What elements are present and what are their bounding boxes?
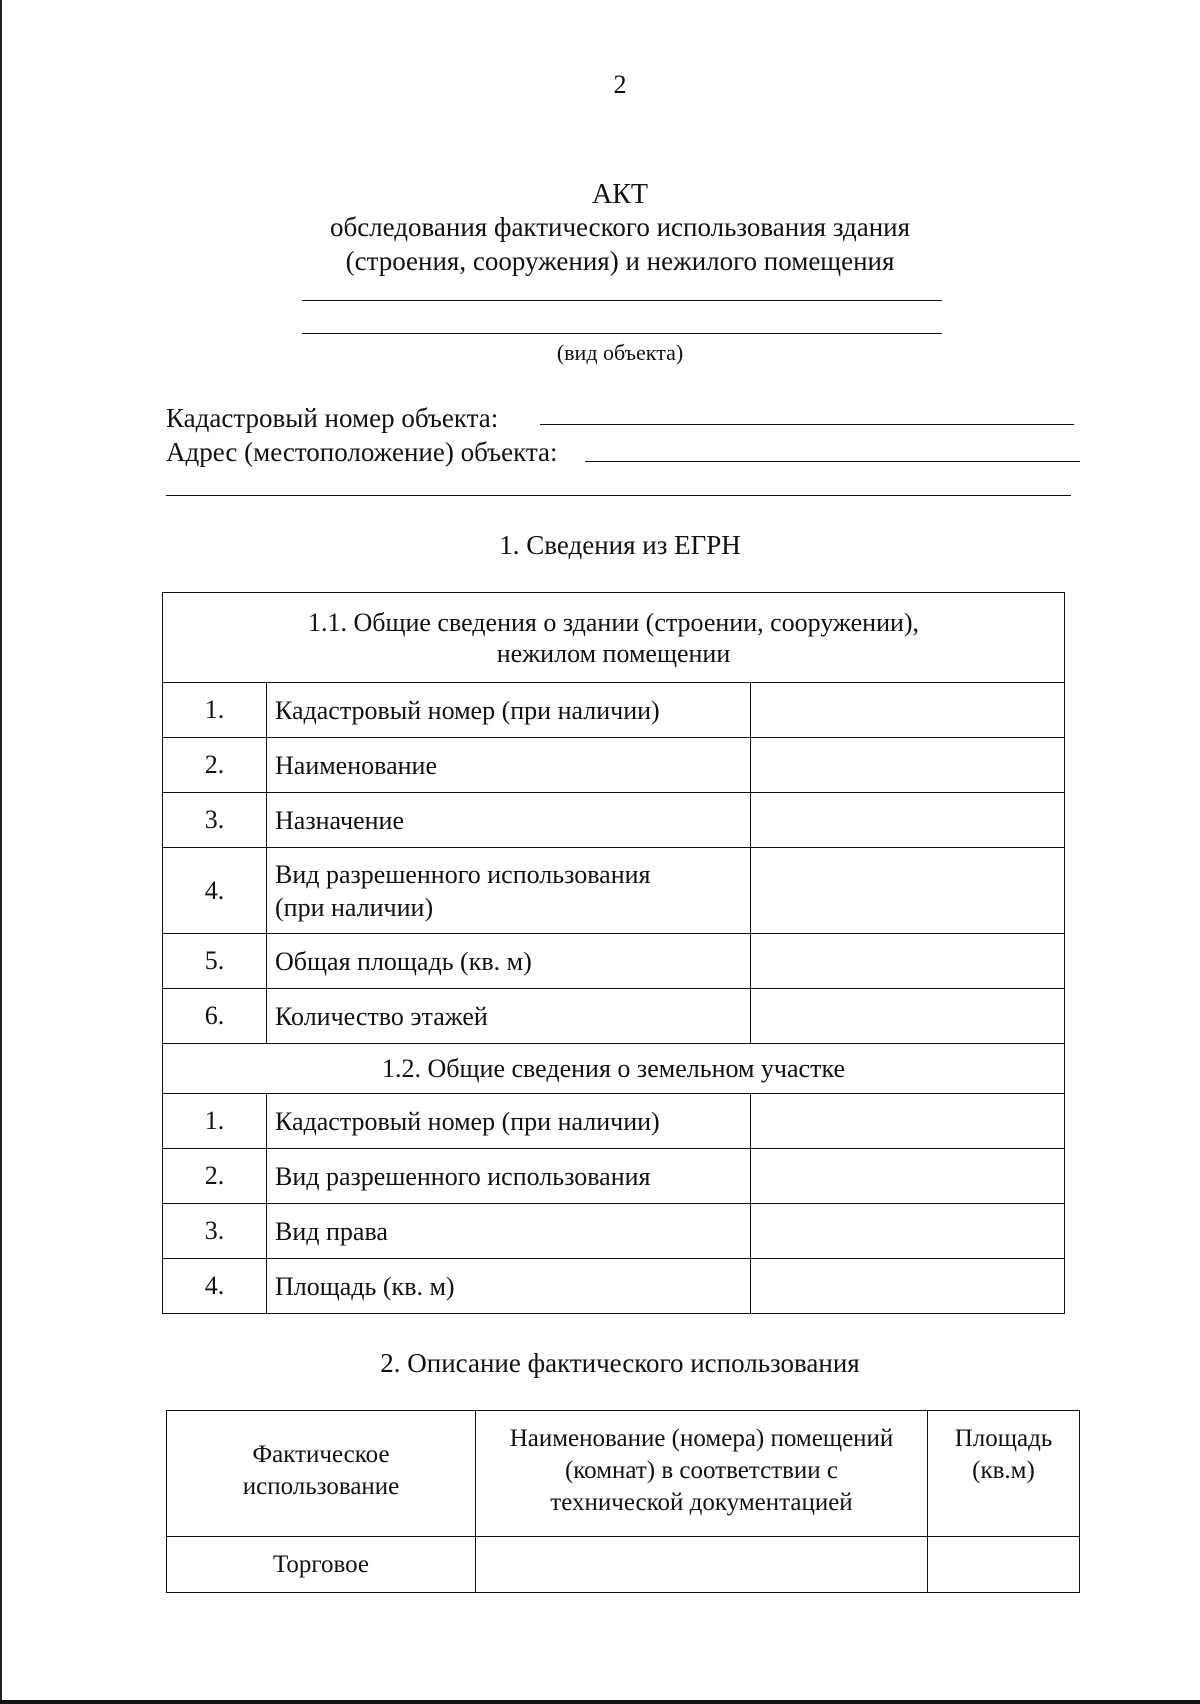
row-number: 2. (163, 1149, 267, 1204)
table-row (163, 738, 1065, 793)
row-number: 4. (163, 848, 267, 934)
row-number: 1. (163, 1094, 267, 1149)
cadastral-number-line[interactable] (540, 424, 1074, 425)
table-row (163, 683, 1065, 738)
row-number: 3. (163, 793, 267, 848)
row-label: Общая площадь (кв. м) (267, 934, 751, 989)
cadastral-number-label: Кадастровый номер объекта: (166, 403, 499, 433)
object-type-line-1[interactable] (302, 300, 942, 301)
value-cell[interactable] (751, 1259, 1065, 1314)
room-names-cell[interactable] (476, 1537, 928, 1593)
building-block-title-line-2: нежилом помещении (496, 638, 731, 668)
actual-use-header-row (167, 1411, 1080, 1537)
page-number: 2 (613, 70, 627, 99)
row-label: Кадастровый номер (при наличии) (267, 1094, 751, 1149)
row-label: Количество этажей (267, 989, 751, 1044)
object-type-line-2[interactable] (302, 333, 942, 334)
row-number: 3. (163, 1204, 267, 1259)
egrn-table (162, 592, 1065, 1314)
building-block-header (163, 593, 1065, 683)
value-cell[interactable] (751, 793, 1065, 848)
table-row (163, 1094, 1065, 1149)
value-cell[interactable] (751, 683, 1065, 738)
header-area (928, 1411, 1080, 1537)
table-row (163, 989, 1065, 1044)
row-label: Назначение (267, 793, 751, 848)
section-1-title: 1. Сведения из ЕГРН (499, 530, 741, 560)
table-row (167, 1537, 1080, 1593)
row-number: 1. (163, 683, 267, 738)
object-type-caption: (вид объекта) (556, 340, 684, 365)
row-label (267, 848, 751, 934)
header-area-line-1: Площадь (954, 1425, 1053, 1452)
document-subtitle (0, 210, 1200, 278)
value-cell[interactable] (751, 1204, 1065, 1259)
row-number: 5. (163, 934, 267, 989)
table-row (163, 1204, 1065, 1259)
usage-cell: Торговое (167, 1537, 476, 1593)
value-cell[interactable] (751, 848, 1065, 934)
row-number: 6. (163, 989, 267, 1044)
value-cell[interactable] (751, 1149, 1065, 1204)
document-title: АКТ (592, 179, 648, 210)
header-room-names-line-3: технической документацией (550, 1489, 853, 1516)
row-label: Наименование (267, 738, 751, 793)
row-label: Вид права (267, 1204, 751, 1259)
table-row (163, 1259, 1065, 1314)
header-actual-use (167, 1411, 476, 1537)
header-actual-use-line-1: Фактическое (252, 1441, 390, 1468)
building-block-title (163, 593, 1065, 683)
row-label-line-1: Вид разрешенного использования (275, 859, 651, 889)
address-label: Адрес (местоположение) объекта: (166, 437, 558, 467)
value-cell[interactable] (751, 934, 1065, 989)
row-number: 4. (163, 1259, 267, 1314)
value-cell[interactable] (751, 1094, 1065, 1149)
row-label-line-2: (при наличии) (275, 892, 434, 922)
header-actual-use-line-2: использование (242, 1473, 400, 1500)
subtitle-line-2: (строения, сооружения) и нежилого помещения (345, 246, 895, 276)
address-line-1[interactable] (585, 461, 1080, 462)
row-label: Кадастровый номер (при наличии) (267, 683, 751, 738)
header-room-names-line-2: (комнат) в соответствии с (564, 1457, 839, 1484)
area-cell[interactable] (928, 1537, 1080, 1593)
header-room-names-line-1: Наименование (номера) помещений (509, 1425, 894, 1452)
row-label: Площадь (кв. м) (267, 1259, 751, 1314)
table-row (163, 793, 1065, 848)
header-area-line-2: (кв.м) (972, 1457, 1035, 1484)
section-2-title: 2. Описание фактического использования (380, 1348, 860, 1378)
actual-use-table (166, 1410, 1080, 1593)
scan-bottom-edge (0, 1700, 1200, 1704)
table-row (163, 1149, 1065, 1204)
subtitle-line-1: обследования фактического использования здания (329, 212, 911, 242)
value-cell[interactable] (751, 738, 1065, 793)
row-label: Вид разрешенного использования (267, 1149, 751, 1204)
row-number: 2. (163, 738, 267, 793)
header-room-names (476, 1411, 928, 1537)
table-row (163, 848, 1065, 934)
value-cell[interactable] (751, 989, 1065, 1044)
table-row (163, 934, 1065, 989)
land-block-header (163, 1044, 1065, 1094)
address-line-2[interactable] (166, 495, 1071, 496)
land-block-title: 1.2. Общие сведения о земельном участке (163, 1044, 1065, 1094)
building-block-title-line-1: 1.1. Общие сведения о здании (строении, сооружении), (307, 607, 920, 637)
